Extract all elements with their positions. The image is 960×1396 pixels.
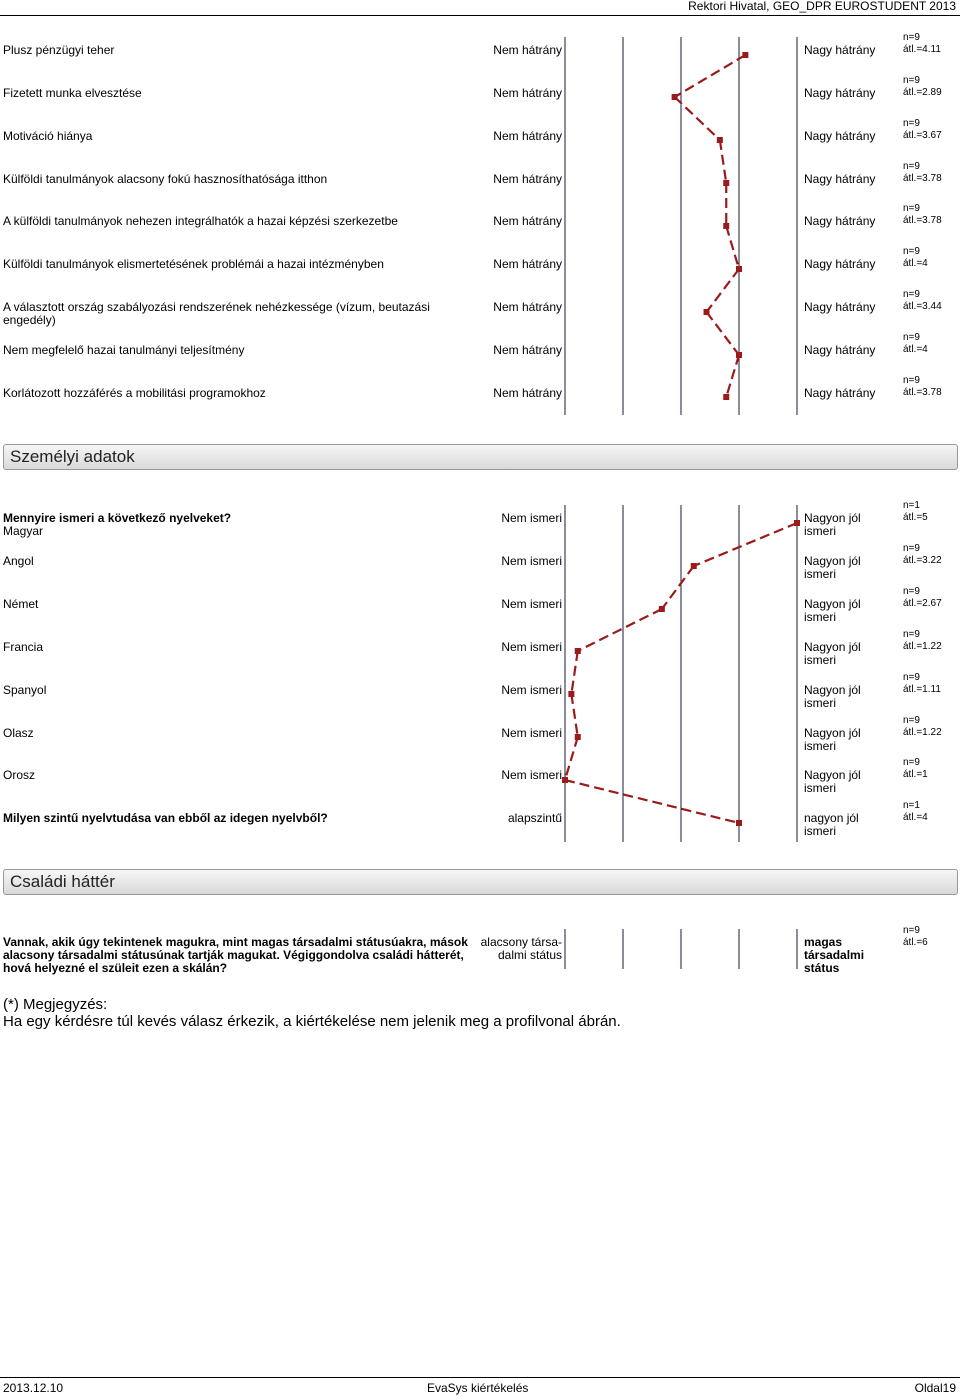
right-anchor: Nagy hátrány	[804, 343, 876, 357]
profile-point-marker	[736, 820, 742, 826]
profile-segment	[565, 780, 739, 823]
right-anchor: Nagy hátrány	[804, 129, 876, 143]
profile-segment	[694, 523, 797, 566]
profile-point-marker	[562, 777, 568, 783]
profile-point-marker	[742, 52, 748, 58]
right-anchor: Nagy hátrány	[804, 172, 876, 186]
right-anchor: Nagy hátrány	[804, 214, 876, 228]
profile-point-marker	[575, 648, 581, 654]
item-stats: n=9 átl.=3.67	[903, 118, 942, 141]
footnote-title: (*) Megjegyzés:	[3, 996, 108, 1013]
right-anchor: Nagyon jól ismeri	[804, 511, 861, 538]
right-anchor: Nagyon jól ismeri	[804, 768, 861, 795]
section-header-personal	[3, 444, 958, 470]
profile-segment	[707, 312, 739, 355]
profile-segment	[726, 355, 739, 397]
profile-point-marker	[723, 394, 729, 400]
profile-point-marker	[672, 94, 678, 100]
item-label: Külföldi tanulmányok elismertetésének problémái a hazai intézményben	[3, 257, 384, 271]
section-header-family	[3, 869, 958, 895]
footer-app: EvaSys kiértékelés	[427, 1381, 529, 1395]
item-stats: n=9 átl.=1.22	[903, 629, 942, 652]
item-stats: n=9 átl.=3.78	[903, 161, 942, 184]
right-anchor: Nagyon jól ismeri	[804, 640, 861, 667]
left-anchor: Nem ismeri	[501, 726, 562, 740]
left-anchor: Nem ismeri	[501, 554, 562, 568]
left-anchor: Nem hátrány	[493, 86, 562, 100]
section-title: Családi háttér	[10, 872, 115, 891]
item-label: Plusz pénzügyi teher	[3, 43, 115, 57]
item-stats: n=9 átl.=2.67	[903, 586, 942, 609]
item-stats: n=9 átl.=3.78	[903, 203, 942, 226]
profile-segment	[675, 55, 746, 97]
item-label: Motiváció hiánya	[3, 129, 93, 143]
left-anchor: alapszintű	[507, 811, 562, 825]
item-stats: n=9 átl.=4	[903, 246, 928, 269]
item-label: Külföldi tanulmányok alacsony fokú hasznosíthatósága itthon	[3, 172, 328, 186]
profile-point-marker	[704, 309, 710, 315]
item-label: A külföldi tanulmányok nehezen integrálhatók a hazai képzési szerkezetbe	[3, 214, 398, 228]
right-anchor: Nagyon jól ismeri	[804, 597, 861, 624]
page-footer	[0, 1377, 960, 1396]
right-anchor: Nagy hátrány	[804, 257, 876, 271]
profile-point-marker	[691, 563, 697, 569]
profile-point-marker	[723, 180, 729, 186]
item-label: Francia	[3, 640, 44, 654]
profile-point-marker	[575, 734, 581, 740]
left-anchor: Nem hátrány	[493, 343, 562, 357]
question-label: Mennyire ismeri a következő nyelveket?	[3, 511, 232, 525]
footer-page-number: Oldal19	[914, 1381, 956, 1395]
item-stats: n=9 átl.=4.11	[903, 32, 941, 55]
section-title: Személyi adatok	[10, 447, 135, 466]
profile-point-marker	[659, 606, 665, 612]
header-title: Rektori Hivatal, GEO_DPR EUROSTUDENT 2013	[688, 0, 956, 13]
profile-segment	[726, 226, 739, 269]
left-anchor: Nem hátrány	[493, 257, 562, 271]
profile-segment	[565, 737, 578, 780]
profile-point-marker	[794, 520, 800, 526]
left-anchor: Nem hátrány	[493, 386, 562, 400]
profile-point-marker	[736, 352, 742, 358]
item-label: A választott ország szabályozási rendszerének nehézkessége (vízum, beutazási engedély)	[3, 300, 430, 327]
left-anchor: Nem hátrány	[493, 43, 562, 57]
profile-point-marker	[568, 691, 574, 697]
profile-point-marker	[736, 266, 742, 272]
item-stats: n=9 átl.=3.78	[903, 375, 942, 398]
item-label: Nem megfelelő hazai tanulmányi teljesítmény	[3, 343, 245, 357]
left-anchor: Nem hátrány	[493, 214, 562, 228]
item-stats: n=9 átl.=4	[903, 332, 928, 355]
item-label: Német	[3, 597, 39, 611]
left-anchor: Nem hátrány	[493, 172, 562, 186]
left-anchor: Nem hátrány	[493, 300, 562, 314]
item-stats: n=9 átl.=3.22	[903, 543, 942, 566]
item-stats: n=1 átl.=4	[903, 800, 928, 823]
left-anchor: Nem ismeri	[501, 597, 562, 611]
right-anchor: Nagyon jól ismeri	[804, 683, 861, 710]
profile-segment	[578, 609, 662, 651]
profile-segment	[571, 651, 577, 694]
item-stats: n=9 átl.=6	[903, 925, 928, 948]
profile-segment	[707, 269, 739, 312]
item-label: Fizetett munka elvesztése	[3, 86, 142, 100]
left-anchor: Nem hátrány	[493, 129, 562, 143]
right-anchor: Nagyon jól ismeri	[804, 726, 861, 753]
item-label: Olasz	[3, 726, 34, 740]
item-label: Angol	[3, 554, 34, 568]
item-stats: n=1 átl.=5	[903, 500, 928, 523]
item-stats: n=9 átl.=1.22	[903, 715, 942, 738]
left-anchor: Nem ismeri	[501, 640, 562, 654]
right-anchor: Nagy hátrány	[804, 300, 876, 314]
item-label: Orosz	[3, 768, 36, 782]
right-anchor: Nagy hátrány	[804, 86, 876, 100]
item-stats: n=9 átl.=1	[903, 757, 928, 780]
right-anchor: magas társadalmi státus	[804, 935, 865, 975]
item-label: Spanyol	[3, 683, 47, 697]
item-label: Korlátozott hozzáférés a mobilitási programokhoz	[3, 386, 266, 400]
item-label: Vannak, akik úgy tekintenek magukra, mint magas társadalmi státusúakra, mások alacsony társadalmi státusúnak tartják magukat. Végiggondolva családi hátterét, hová helyezné el szüleit ezen a skálán?	[3, 935, 468, 975]
item-stats: n=9 átl.=3.44	[903, 289, 942, 312]
profile-point-marker	[723, 223, 729, 229]
footnote	[3, 996, 621, 1030]
left-anchor: Nem ismeri	[501, 511, 562, 525]
profile-segment	[662, 566, 694, 609]
item-stats: n=9 átl.=2.89	[903, 75, 942, 98]
item-stats: n=9 átl.=1.11	[903, 672, 941, 695]
profile-segment	[571, 694, 577, 737]
right-anchor: Nagy hátrány	[804, 386, 876, 400]
left-anchor: Nem ismeri	[501, 683, 562, 697]
right-anchor: nagyon jól ismeri	[804, 811, 859, 838]
right-anchor: Nagyon jól ismeri	[804, 554, 861, 581]
left-anchor: alacsony társa-dalmi státus	[480, 935, 562, 962]
extra-question-label: Milyen szintű nyelvtudása van ebből az idegen nyelvből?	[3, 811, 328, 825]
footnote-text: Ha egy kérdésre túl kevés válasz érkezik, a kiértékelése nem jelenik meg a profilvonal ábrán.	[3, 1013, 621, 1030]
footer-date: 2013.12.10	[3, 1381, 64, 1395]
profile-segment	[720, 140, 726, 183]
profile-point-marker	[717, 137, 723, 143]
right-anchor: Nagy hátrány	[804, 43, 876, 57]
item-label: Magyar	[3, 524, 44, 538]
left-anchor: Nem ismeri	[501, 768, 562, 782]
